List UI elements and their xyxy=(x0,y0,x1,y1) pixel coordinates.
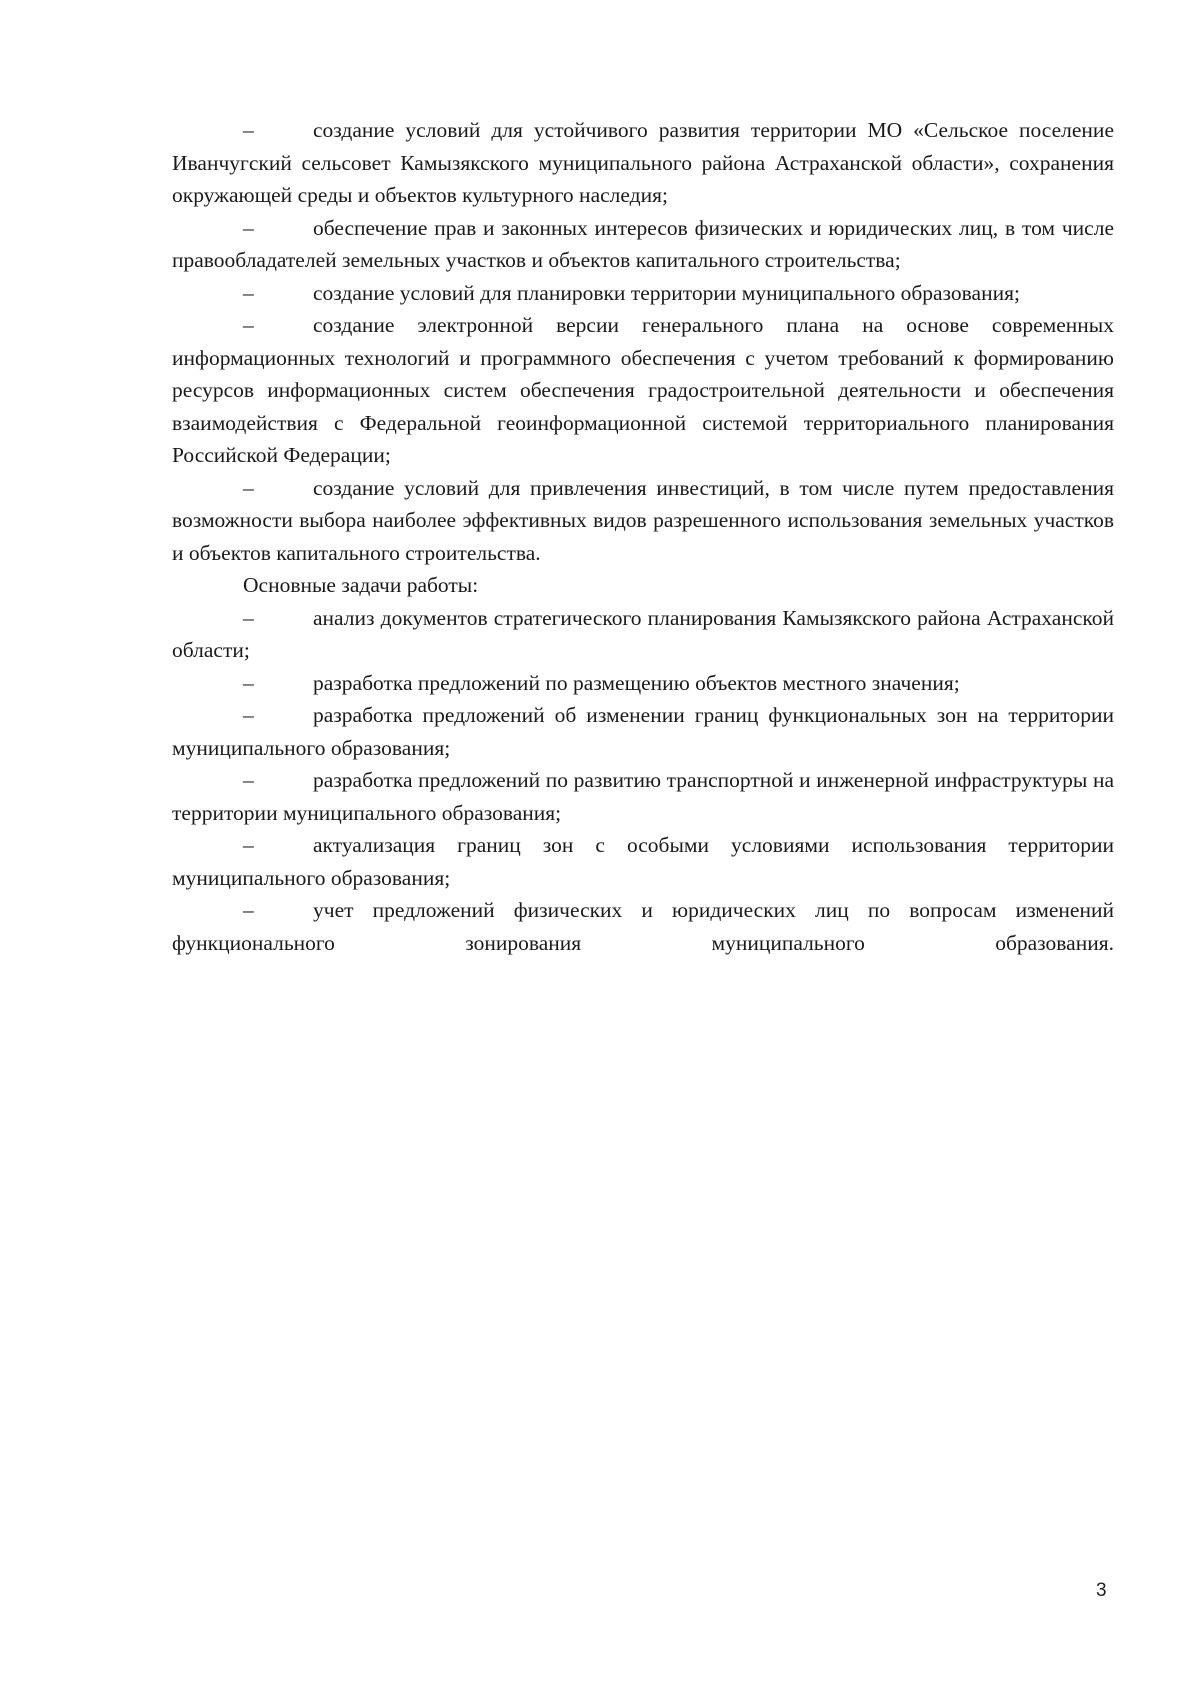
list-item-task-special-zones xyxy=(172,829,1114,894)
list-item-text: создание электронной версии генерального плана на основе современных информационных технологий и программного обеспечения с учетом требований к формированию ресурсов информационных систем обеспечения градостроительной деятельности и обеспечения взаимодействия с Федеральной геоинформационной системой территориального планирования Российской Федерации; xyxy=(172,313,1114,467)
list-dash: – xyxy=(243,118,254,142)
list-dash: – xyxy=(243,280,254,305)
section-heading-tasks: Основные задачи работы: xyxy=(243,573,479,597)
list-item-text: разработка предложений об изменении границ функциональных зон на территории муниципального образования; xyxy=(172,703,1114,760)
list-item-text: создание условий для устойчивого развития территории МО «Сельское поселение Иванчугский сельсовет Камызякского муниципального района Астраханской области», сохранения окружающей среды и объектов культурного наследия; xyxy=(172,118,1114,207)
list-dash: – xyxy=(243,768,254,792)
list-dash: – xyxy=(243,703,254,727)
list-item-text: актуализация границ зон с особыми условиями использования территории муниципального образования; xyxy=(172,833,1114,890)
list-item-task-infrastructure xyxy=(172,764,1114,829)
list-item-task-proposals xyxy=(172,894,1114,959)
list-item-text: анализ документов стратегического планирования Камызякского района Астраханской области; xyxy=(172,605,1114,662)
list-dash: – xyxy=(243,475,254,500)
list-item-goal-rights xyxy=(172,212,1114,277)
list-dash: – xyxy=(243,605,254,630)
list-item-task-zone-borders xyxy=(172,699,1114,764)
list-dash: – xyxy=(243,670,254,695)
list-item-text: обеспечение прав и законных интересов физических и юридических лиц, в том числе правообладателей земельных участков и объектов капитального строительства; xyxy=(172,215,1114,272)
list-item-goal-sustainable-development xyxy=(172,114,1114,212)
list-dash: – xyxy=(243,833,254,857)
list-item-text: создание условий для привлечения инвестиций, в том числе путем предоставления возможности выбора наиболее эффективных видов разрешенного использования земельных участков и объектов капитального строительства. xyxy=(172,475,1114,565)
list-item-goal-electronic-version xyxy=(172,309,1114,472)
list-item-text: разработка предложений по размещению объектов местного значения; xyxy=(313,670,960,695)
page-number: 3 xyxy=(1096,1580,1107,1601)
list-item-goal-planning xyxy=(172,277,1114,310)
list-item-text: разработка предложений по развитию транспортной и инженерной инфраструктуры на территории муниципального образования; xyxy=(172,768,1114,825)
list-item-task-local-objects xyxy=(172,667,1114,700)
list-item-goal-investments xyxy=(172,472,1114,570)
list-item-text: учет предложений физических и юридических лиц по вопросам изменений функционального зонирования муниципального образования. xyxy=(172,898,1114,955)
list-item-task-analysis xyxy=(172,602,1114,667)
list-item-text: создание условий для планировки территории муниципального образования; xyxy=(313,280,1020,305)
list-dash: – xyxy=(243,898,254,922)
list-dash: – xyxy=(243,215,254,240)
document-body xyxy=(172,114,1114,959)
list-dash: – xyxy=(243,313,254,337)
